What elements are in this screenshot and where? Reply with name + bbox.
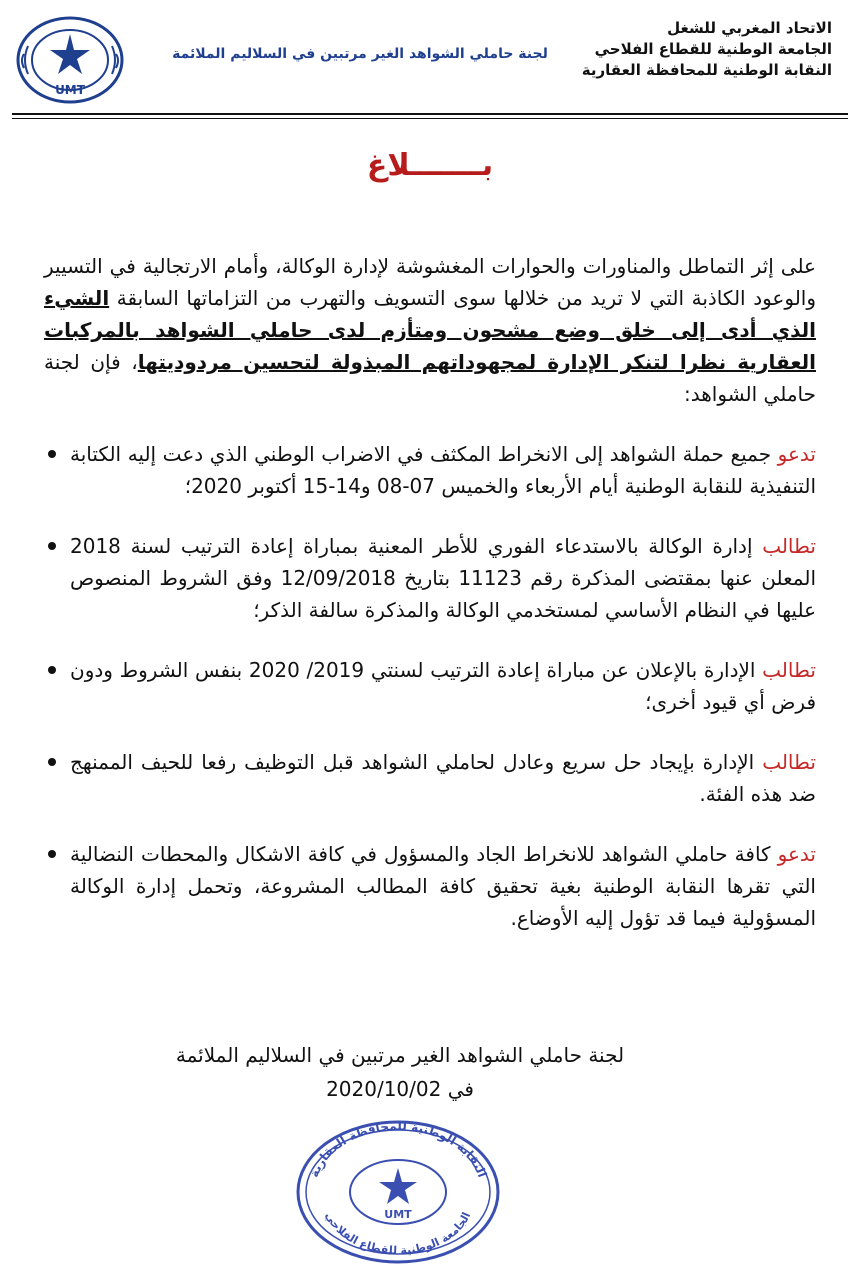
item-verb: تدعو [777, 842, 816, 866]
bullet-icon [48, 666, 56, 674]
list-item [44, 838, 816, 934]
org-line-3: النقابة الوطنية للمحافظة العقارية [581, 61, 832, 79]
list-item [44, 746, 816, 810]
official-stamp [293, 1118, 503, 1266]
list-item [44, 654, 816, 718]
demands-list [44, 438, 816, 962]
stamp-outer-text: النقابة الوطنية للمحافظة العقارية [306, 1118, 490, 1180]
stamp-center-text: UMT [384, 1208, 412, 1221]
letterhead [0, 0, 860, 118]
intro-emphasis: الشيء الذي أدى إلى خلق وضع مشحون ومتأزم لدى حاملي الشواهد بالمركبات العقارية نظرا لتنكر الإدارة لمجهوداتهم المبذولة لتحسين مردوديتها [44, 286, 816, 374]
item-text: إدارة الوكالة بالاستدعاء الفوري للأطر المعنية بمباراة إعادة الترتيب لسنة 2018 المعلن عنها بمقتضى المذكرة رقم 11123 بتاريخ 12/09/2018 وفق الشروط المنصوص عليها في النظام الأساسي لمستخدمي الوكالة والمذكرة سالفة الذكر؛ [70, 534, 816, 622]
item-text: كافة حاملي الشواهد للانخراط الجاد والمسؤول في كافة الاشكال والمحطات النضالية التي تقرها النقابة الوطنية بغية تحقيق كافة المطالب المشروعة، وتحمل إدارة الوكالة المسؤولية فيما قد تؤول إليه الأوضاع. [70, 842, 816, 930]
item-verb: تدعو [777, 442, 816, 466]
item-verb: تطالب [762, 750, 816, 774]
intro-paragraph [44, 250, 816, 410]
header-divider-thin [12, 118, 848, 119]
umt-logo [14, 14, 126, 106]
bullet-icon [48, 542, 56, 550]
organization-block [582, 18, 832, 81]
intro-text-2: ، فإن لجنة حاملي الشواهد: [44, 350, 816, 406]
bullet-icon [48, 850, 56, 858]
logo-text: UMT [55, 83, 85, 97]
bullet-icon [48, 450, 56, 458]
list-item [44, 438, 816, 502]
signature-committee: لجنة حاملي الشواهد الغير مرتبين في السلاليم الملائمة [175, 1043, 625, 1067]
item-text: الإدارة بالإعلان عن مباراة إعادة الترتيب لسنتي 2019/ 2020 بنفس الشروط ودون فرض أي قيود أخرى؛ [70, 658, 816, 714]
item-text: جميع حملة الشواهد إلى الانخراط المكثف في الاضراب الوطني الذي دعت إليه الكتابة التنفيذية للنقابة الوطنية أيام الأربعاء والخميس 07-08 و14-15 أكتوبر 2020؛ [70, 442, 816, 498]
bullet-icon [48, 758, 56, 766]
org-line-2: الجامعة الوطنية للقطاع الفلاحي [594, 40, 832, 58]
stamp-inner-text: الجامعة الوطنية للقطاع الفلاحي [322, 1209, 474, 1258]
item-text: الإدارة بإيجاد حل سريع وعادل لحاملي الشواهد قبل التوظيف رفعا للحيف الممنهج ضد هذه الفئة. [70, 750, 816, 806]
org-line-1: الاتحاد المغربي للشغل [667, 19, 832, 37]
item-verb: تطالب [762, 658, 816, 682]
committee-heading: لجنة حاملي الشواهد الغير مرتبين في السلاليم الملائمة [172, 46, 548, 62]
list-item [44, 530, 816, 626]
header-divider [12, 113, 848, 115]
intro-text-1: على إثر التماطل والمناورات والحوارات المغشوشة لإدارة الوكالة، وأمام الارتجالية في التسيير والوعود الكاذبة التي لا تريد من خلالها سوى التسويف والتهرب من التزاماتها السابقة [44, 254, 816, 310]
signature-block [140, 1038, 660, 1106]
item-verb: تطالب [762, 534, 816, 558]
signature-date: في 2020/10/02 [326, 1077, 474, 1101]
page-title: بـــــــلاغ [366, 148, 494, 183]
